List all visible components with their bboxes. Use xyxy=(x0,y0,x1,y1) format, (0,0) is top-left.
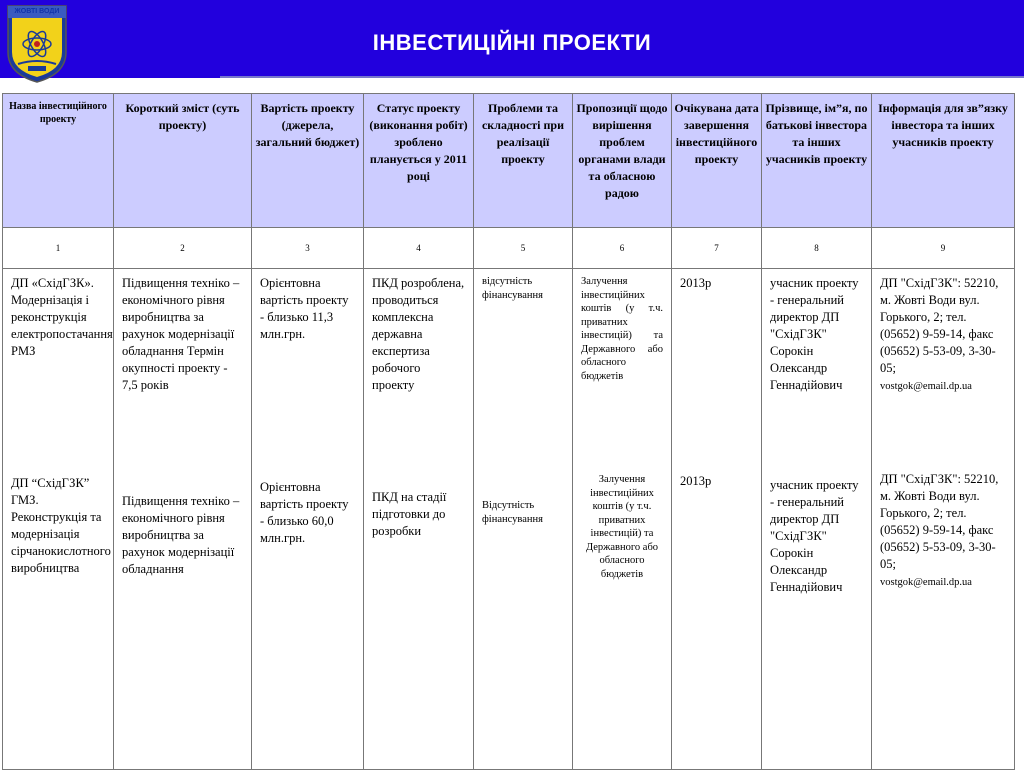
project-contact: ДП "СхідГЗК": 52210, м. Жовті Води вул. Горького, 2; тел. (05652) 9-59-14, факс (05652) 5-53-09, 3-30-05; xyxy=(880,276,999,375)
project-status: ПКД розроблена, проводиться комплексна державна експертиза робочого проекту xyxy=(372,276,465,392)
column-number: 5 xyxy=(474,228,573,269)
page-title: ІНВЕСТИЦІЙНІ ПРОЕКТИ xyxy=(372,30,652,55)
logo-caption: ЖОВТІ ВОДИ xyxy=(14,8,60,15)
project-cost: Орієнтовна вартість проекту - близько 60,0 млн.грн. xyxy=(260,480,349,545)
column-number: 1 xyxy=(3,228,114,269)
project-summary: Підвищення техніко – економічного рівня виробництва за рахунок модернізації обладнання Термін окупності проекту - 7,5 років xyxy=(122,276,240,392)
column-header: Назва інвестиційного проекту xyxy=(3,94,114,228)
header-divider xyxy=(220,76,1024,78)
column-header: Вартість проекту (джерела, загальний бюджет) xyxy=(252,94,364,228)
email-link[interactable]: vostgok@email.dp.ua xyxy=(880,577,972,588)
table-body-row xyxy=(3,269,1015,770)
project-contact-cell xyxy=(872,269,1015,770)
project-problems-cell xyxy=(474,269,573,770)
column-header: Очікувана дата завершення інвестиційного проекту xyxy=(672,94,762,228)
column-number: 3 xyxy=(252,228,364,269)
column-number: 8 xyxy=(762,228,872,269)
project-status: ПКД на стадії підготовки до розробки xyxy=(372,490,447,538)
email-link[interactable]: vostgok@email.dp.ua xyxy=(880,381,972,392)
project-status-cell xyxy=(364,269,474,770)
column-number: 9 xyxy=(872,228,1015,269)
project-date: 2013р xyxy=(680,474,712,488)
project-proposals: Залучення інвестиційних коштів (у т.ч. приватних інвестицій) та Державного або обласного бюджетів xyxy=(585,474,659,580)
column-header: Короткий зміст (суть проекту) xyxy=(114,94,252,228)
project-problems: відсутність фінансування xyxy=(482,276,543,301)
project-cost: Орієнтовна вартість проекту - близько 11,3 млн.грн. xyxy=(260,276,349,341)
project-summary-cell xyxy=(114,269,252,770)
column-number-row xyxy=(3,228,1015,269)
column-header: Проблеми та складності при реалізації проекту xyxy=(474,94,573,228)
column-header: Прізвище, ім”я, по батькові інвестора та інших учасників проекту xyxy=(762,94,872,228)
project-contact: ДП "СхідГЗК": 52210, м. Жовті Води вул. Горького, 2; тел. (05652) 9-59-14, факс (05652) 5-53-09, 3-30-05; xyxy=(880,472,999,571)
investment-projects-table xyxy=(2,93,1015,770)
project-cost-cell xyxy=(252,269,364,770)
column-number: 6 xyxy=(573,228,672,269)
project-name: ДП “СхідГЗК” ГМЗ. Реконструкція та модернізація сірчанокислотного виробництва xyxy=(11,476,111,575)
column-header: Пропозиції щодо вирішення проблем органами влади та обласною радою xyxy=(573,94,672,228)
project-date: 2013р xyxy=(680,276,712,290)
project-participants: учасник проекту - генеральний директор ДП "СхідГЗК" Сорокін Олександр Геннадійович xyxy=(770,478,859,594)
project-date-cell xyxy=(672,269,762,770)
column-header: Інформація для зв”язку інвестора та інших учасників проекту xyxy=(872,94,1015,228)
project-participants: учасник проекту - генеральний директор ДП "СхідГЗК" Сорокін Олександр Геннадійович xyxy=(770,276,859,392)
column-number: 2 xyxy=(114,228,252,269)
project-problems: Відсутність фінансування xyxy=(482,500,543,525)
table-header-row xyxy=(3,94,1015,228)
column-number: 7 xyxy=(672,228,762,269)
project-proposals-cell xyxy=(573,269,672,770)
project-summary: Підвищення техніко – економічного рівня виробництва за рахунок модернізації обладнання xyxy=(122,494,240,576)
project-participants-cell xyxy=(762,269,872,770)
column-header: Статус проекту (виконання робіт) зроблено планується у 2011 році xyxy=(364,94,474,228)
project-name-cell xyxy=(3,269,114,770)
column-number: 4 xyxy=(364,228,474,269)
project-name: ДП «СхідГЗК». Модернізація і реконструкція електропостачання РМЗ xyxy=(11,276,113,358)
project-proposals: Залучення інвестиційних коштів (у т.ч. приватних інвестицій) та Державного або обласного бюджетів xyxy=(581,276,663,382)
